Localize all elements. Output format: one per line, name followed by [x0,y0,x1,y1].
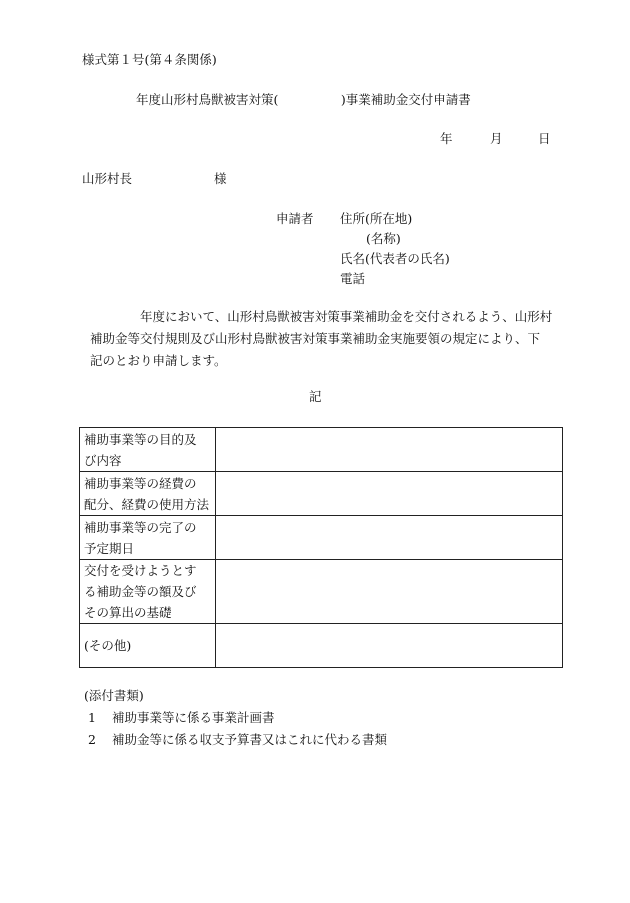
applicant-address-label: 住所(所在地) [340,211,413,226]
attachments-heading: (添付書類) [84,688,144,703]
row-value-field[interactable] [216,428,563,472]
date-year-label: 年 [440,131,453,146]
table-row [80,516,563,560]
table-row [80,624,563,668]
attachment-item: 補助事業等に係る事業計画書 [112,710,275,725]
row-value-field[interactable] [216,472,563,516]
row-label: 補助事業等の経費の 配分、経費の使用方法 [80,472,216,516]
row-label: 補助事業等の完了の 予定期日 [80,516,216,560]
row-value-field[interactable] [216,560,563,624]
applicant-name-label: 氏名(代表者の氏名) [340,251,450,266]
table-row [80,428,563,472]
application-items-table [79,427,563,668]
date-day-label: 日 [538,131,551,146]
addressee-name: 山形村長 [82,171,133,186]
row-label: (その他) [80,624,216,668]
table-row [80,560,563,624]
statement-line: 年度において、山形村鳥獣被害対策事業補助金を交付されるよう、山形村 [140,309,553,324]
statement-line: 補助金等交付規則及び山形村鳥獣被害対策事業補助金実施要領の規定により、下 [90,331,541,346]
ki-heading: 記 [309,389,322,404]
attachment-number: 1 [88,710,96,725]
attachment-number: 2 [88,732,96,747]
attachment-item: 補助金等に係る収支予算書又はこれに代わる書類 [112,732,388,747]
date-month-label: 月 [490,131,503,146]
addressee-honorific: 様 [214,171,227,186]
applicant-label: 申請者 [276,211,314,226]
row-value-field[interactable] [216,624,563,668]
application-statement [90,306,553,372]
row-value-field[interactable] [216,516,563,560]
applicant-organization-label: (名称) [366,231,401,246]
statement-line: 記のとおり申請します。 [90,353,227,368]
table-row [80,472,563,516]
form-number: 様式第１号(第４条関係) [82,52,217,67]
document-title: 年度山形村鳥獣被害対策( )事業補助金交付申請書 [136,92,471,107]
row-label: 補助事業等の目的及 び内容 [80,428,216,472]
row-label: 交付を受けようとす る補助金等の額及び その算出の基礎 [80,560,216,624]
applicant-phone-label: 電話 [340,271,366,286]
